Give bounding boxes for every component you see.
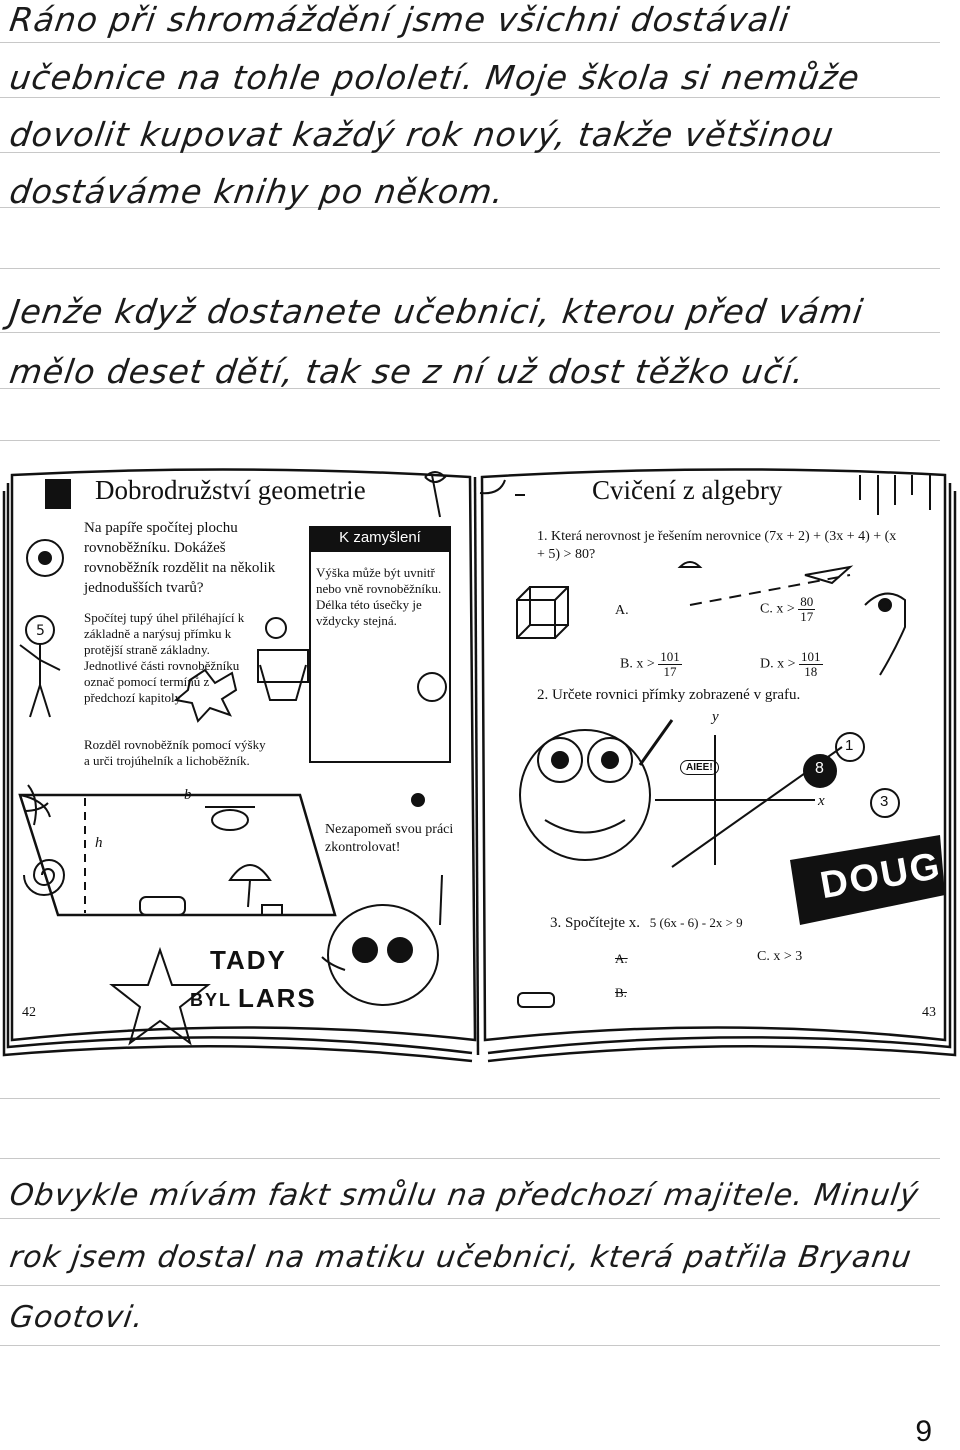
graffiti-lars: LARS bbox=[238, 983, 317, 1013]
question-2: 2. Určete rovnici přímky zobrazené v grafu. bbox=[537, 687, 801, 703]
sidebar-title: K zamyšlení bbox=[339, 529, 421, 546]
parallelogram-height-label: h bbox=[95, 835, 103, 851]
answer-a-label: A. bbox=[615, 603, 629, 618]
ball-8-label: 8 bbox=[815, 760, 824, 777]
text-line: učebnice na tohle pololetí. Moje škola si nemůže bbox=[7, 58, 863, 97]
right-page-number: 43 bbox=[922, 1005, 936, 1020]
left-page-title: Dobrodružství geometrie bbox=[95, 475, 366, 505]
page-number: 9 bbox=[915, 1415, 932, 1448]
question-3-answer-b: B. bbox=[615, 985, 627, 1000]
ball-3-label: 3 bbox=[880, 793, 889, 810]
question-3-equation: 5 (6x - 6) - 2x > 9 bbox=[649, 915, 743, 930]
answer-c-label: C. x > bbox=[760, 601, 795, 617]
text-line: dovolit kupovat každý rok nový, takže většinou bbox=[7, 115, 837, 154]
answer-c-denominator: 17 bbox=[800, 609, 814, 624]
answer-d-label: D. x > bbox=[760, 656, 796, 672]
left-task-text: Rozděl rovnoběžník pomocí výšky a urči trojúhelník a lichoběžník. bbox=[84, 737, 266, 768]
text-line: Jenže když dostanete učebnici, kterou před vámi bbox=[7, 292, 867, 331]
parallelogram-base-label: b bbox=[184, 787, 192, 803]
textbook-drawing bbox=[0, 455, 960, 1065]
answer-b-label: B. x > bbox=[620, 656, 655, 672]
axis-x-label: x bbox=[818, 793, 825, 809]
question-3-answer-c: C. x > 3 bbox=[757, 949, 803, 964]
left-intro-text: Na papíře spočítej plochu rovnoběžníku. Dokážeš rovnoběžník rozdělit na několik jednodušších tvarů? bbox=[84, 520, 276, 596]
doug-graffiti: DOUG bbox=[817, 844, 945, 908]
text-line: rok jsem dostal na matiku učebnici, která patřila Bryanu bbox=[7, 1240, 915, 1275]
answer-b-numerator: 101 bbox=[660, 649, 680, 664]
answer-d-denominator: 18 bbox=[804, 664, 818, 679]
graffiti-byl: BYL bbox=[190, 990, 232, 1010]
answer-c bbox=[760, 595, 815, 624]
aiee-bubble: AIEE! bbox=[680, 760, 719, 775]
answer-d-numerator: 101 bbox=[801, 649, 821, 664]
reminder-text: Nezapomeň svou práci zkontrolovat! bbox=[325, 822, 454, 855]
question-3-answer-a: A. bbox=[615, 951, 628, 966]
question-1: 1. Která nerovnost je řešením nerovnice (7x + 2) + (3x + 4) + (x + 5) > 80? bbox=[537, 529, 897, 562]
question-3 bbox=[550, 915, 743, 932]
left-page-number: 42 bbox=[22, 1005, 36, 1020]
text-line: Gootovi. bbox=[7, 1300, 147, 1335]
answer-b-denominator: 17 bbox=[663, 664, 677, 679]
axis-y-label: y bbox=[712, 709, 719, 725]
answer-c-numerator: 80 bbox=[800, 594, 814, 609]
sidebar-text: Výška může být uvnitř nebo vně rovnoběžníku. Délka této úsečky je vždycky stejná. bbox=[316, 565, 442, 628]
text-line: mělo deset dětí, tak se z ní už dost těžko učí. bbox=[7, 352, 808, 391]
answer-b bbox=[620, 650, 682, 679]
left-exercise-text: Spočítej tupý úhel přiléhající k základně a narýsuj přímku k protější straně základny. Jednotlivé části rovnoběžníku označ pomocí termínů z předchozí kapitoly. bbox=[84, 610, 245, 705]
right-page-title: Cvičení z algebry bbox=[592, 475, 783, 505]
text-line: Ráno při shromáždění jsme všichni dostávali bbox=[7, 0, 793, 39]
ball-1-label: 1 bbox=[845, 737, 854, 754]
answer-d bbox=[760, 650, 823, 679]
text-line: dostáváme knihy po někom. bbox=[7, 172, 507, 211]
graffiti-tady: TADY bbox=[210, 945, 287, 975]
question-3-label: 3. Spočítejte x. bbox=[550, 915, 640, 931]
svg-text:5: 5 bbox=[36, 623, 45, 639]
text-line: Obvykle mívám fakt smůlu na předchozí majitele. Minulý bbox=[7, 1178, 922, 1213]
